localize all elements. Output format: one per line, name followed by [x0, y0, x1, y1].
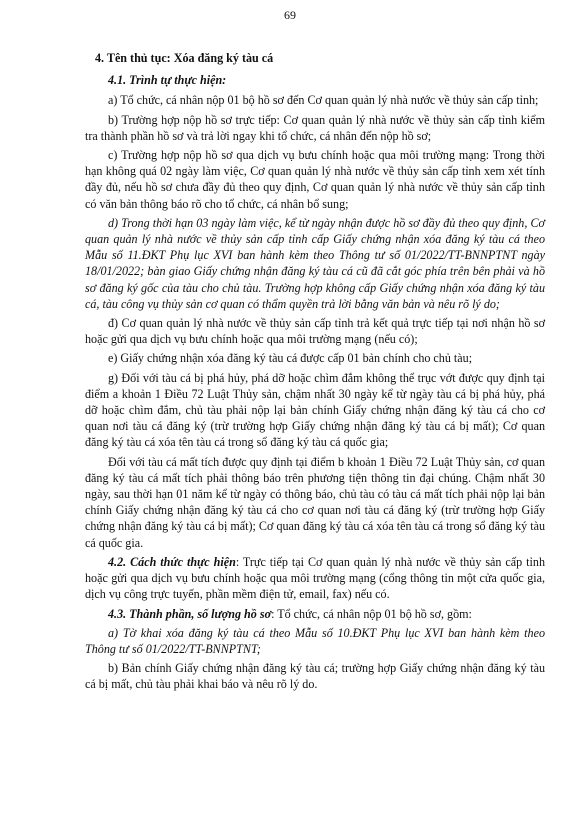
paragraph-4-1-b: b) Trường hợp nộp hồ sơ trực tiếp: Cơ quan quản lý nhà nước về thủy sản cấp tỉnh kiểm tra thành phần hồ sơ và trả lời ngay khi tổ chức, cá nhân đến nộp hồ sơ; [85, 112, 545, 143]
paragraph-4-1-g: g) Đối với tàu cá bị phá hủy, phá dỡ hoặc chìm đắm không thể trục vớt được quy định tại điểm a khoản 1 Điều 72 Luật Thủy sản, chậm nhất 30 ngày kể từ ngày tàu cá bị phá hủy, phá dỡ hoặc chìm đắm, chủ tàu phải nộp lại bản chính Giấy chứng nhận đăng ký tàu cá cho cơ quan nơi tàu cá đăng ký (trừ trường hợp Giấy chứng nhận đăng ký tàu cá bị mất); Cơ quan đăng ký tàu cá xóa tên tàu cá trong sổ đăng ký tàu cá quốc gia; [85, 370, 545, 450]
section-4-2-title: 4.2. Cách thức thực hiện [108, 554, 236, 569]
section-4-2 [85, 554, 545, 603]
paragraph-4-3-a: a) Tờ khai xóa đăng ký tàu cá theo Mẫu số 10.ĐKT Phụ lục XVI ban hành kèm theo Thông tư số 01/2022/TT-BNNPTNT; [85, 625, 545, 656]
paragraph-4-1-d: d) Trong thời hạn 03 ngày làm việc, kể từ ngày nhận được hồ sơ đầy đủ theo quy định, Cơ quan quản lý nhà nước về thủy sản cấp tỉnh cấp Giấy chứng nhận xóa đăng ký tàu cá theo Mẫu số 11.ĐKT Phụ lục XVI ban hành kèm theo Thông tư số 01/2022/TT-BNNPTNT ngày 18/01/2022; bàn giao Giấy chứng nhận đăng ký tàu cá cũ đã cắt góc phía trên bên phải và hồ sơ đăng ký gốc của tàu cho chủ tàu. Trường hợp không cấp Giấy chứng nhận xóa đăng ký tàu cá, tàu công vụ thủy sản cơ quan có thẩm quyền trả lời bằng văn bản và nêu rõ lý do; [85, 215, 545, 311]
paragraph-4-1-dd: đ) Cơ quan quản lý nhà nước về thủy sản cấp tỉnh trả kết quả trực tiếp tại nơi nhận hồ sơ hoặc gửi qua dịch vụ bưu chính hoặc qua môi trường mạng (nếu có); [85, 316, 545, 347]
section-4-3-title: 4.3. Thành phần, số lượng hồ sơ [108, 606, 272, 621]
document-body [85, 50, 545, 696]
page-number: 69 [284, 8, 296, 22]
section-4-3 [85, 606, 545, 622]
procedure-heading: 4. Tên thủ tục: Xóa đăng ký tàu cá [95, 51, 274, 65]
section-4-2-text: : Trực tiếp tại Cơ quan quản lý nhà nước về thủy sản cấp tỉnh hoặc gửi qua dịch vụ bưu chính hoặc qua môi trường mạng (cổng thông tin một cửa quốc gia, dịch vụ công trực tuyến, phần mềm điện tử, email, fax) nếu có. [85, 554, 545, 602]
paragraph-4-1-e: e) Giấy chứng nhận xóa đăng ký tàu cá được cấp 01 bản chính cho chủ tàu; [108, 351, 473, 366]
section-4-3-text: : Tổ chức, cá nhân nộp 01 bộ hồ sơ, gồm: [271, 606, 472, 621]
paragraph-4-3-b: b) Bản chính Giấy chứng nhận đăng ký tàu cá; trường hợp Giấy chứng nhận đăng ký tàu cá bị mất, chủ tàu phải khai báo và nêu rõ lý do. [85, 661, 545, 692]
paragraph-4-1-a: a) Tổ chức, cá nhân nộp 01 bộ hồ sơ đến Cơ quan quản lý nhà nước về thủy sản cấp tỉnh; [108, 93, 539, 108]
section-4-1-title: 4.1. Trình tự thực hiện: [108, 73, 227, 88]
paragraph-4-1-c: c) Trường hợp nộp hồ sơ qua dịch vụ bưu chính hoặc qua môi trường mạng: Trong thời hạn không quá 02 ngày làm việc, Cơ quan quản lý nhà nước về thủy sản cấp tỉnh xem xét tính đầy đủ, nếu hồ sơ chưa đầy đủ theo quy định, Cơ quan quản lý nhà nước về thủy sản cấp tỉnh có văn bản thông báo rõ cho tổ chức, cá nhân bổ sung; [85, 148, 545, 211]
paragraph-4-1-missing-vessel: Đối với tàu cá mất tích được quy định tại điểm b khoản 1 Điều 72 Luật Thủy sản, cơ quan đăng ký tàu cá mất tích phải thông báo trên phương tiện thông tin đại chúng. Chậm nhất 30 ngày, sau thời hạn 01 năm kể từ ngày có thông báo, chủ tàu có tàu cá mất tích phải nộp lại bản chính Giấy chứng nhận đăng ký tàu cá cho cơ quan nơi tàu cá đăng ký (trừ trường hợp Giấy chứng nhận đăng ký tàu cá bị mất); Cơ quan đăng ký tàu cá xóa tên tàu cá trong sổ đăng ký tàu cá quốc gia. [85, 454, 545, 550]
